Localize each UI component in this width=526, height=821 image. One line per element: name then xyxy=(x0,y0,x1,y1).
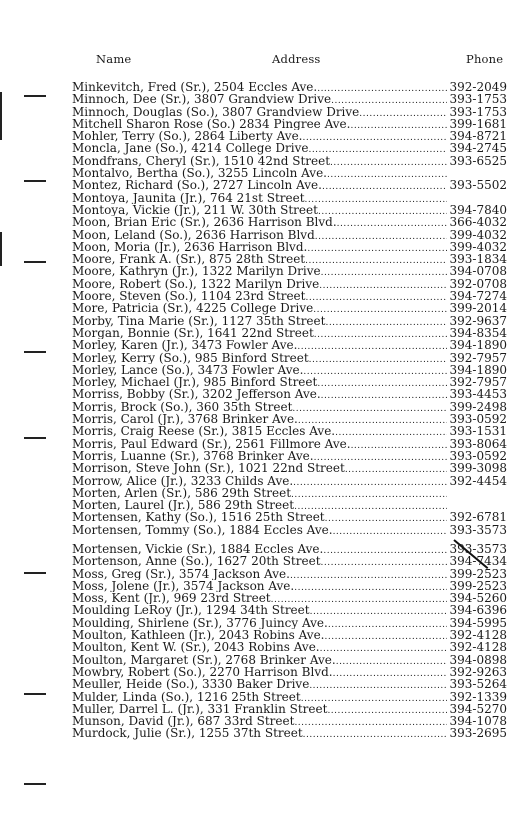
dot-leader xyxy=(303,729,447,739)
entry-phone: 392-4128 xyxy=(449,641,507,654)
entry-phone: 393-8064 xyxy=(449,437,507,450)
entry-text: Morby, Tina Marie (Sr.), 1127 35th Street xyxy=(72,314,326,327)
directory-entry xyxy=(72,715,507,727)
entry-phone: 394-8354 xyxy=(449,326,507,340)
entry-text: Morris, Luanne (Sr.), 3768 Brinker Ave. xyxy=(72,449,314,463)
margin-dash xyxy=(24,437,46,439)
directory-entry xyxy=(72,462,507,474)
directory-entry xyxy=(72,290,507,302)
entry-phone: 392-2049 xyxy=(449,81,507,94)
entry-phone: 399-3098 xyxy=(449,462,507,475)
dot-leader xyxy=(319,280,447,290)
entry-phone: 399-1681 xyxy=(449,117,507,131)
entry-phone: 393-2695 xyxy=(449,727,507,740)
directory-entry xyxy=(72,555,507,567)
margin-dash xyxy=(24,693,46,695)
dot-leader xyxy=(297,341,447,351)
margin-dash xyxy=(24,572,46,574)
entry-text: Moncla, Jane (So.), 4214 College Drive xyxy=(72,142,309,155)
entry-phone: 394-8721 xyxy=(449,130,507,143)
header-name: Name xyxy=(96,52,132,66)
directory-entry xyxy=(72,524,507,536)
directory-entry xyxy=(72,376,507,388)
dot-leader xyxy=(271,594,447,604)
entry-phone: 392-6781 xyxy=(449,511,507,524)
directory-entry xyxy=(72,302,507,314)
entry-phone: 393-1531 xyxy=(449,425,507,438)
dot-leader xyxy=(333,668,447,678)
directory-entry xyxy=(72,666,507,678)
entry-text: Mohler, Terry (So.), 2864 Liberty Ave. xyxy=(72,130,303,143)
page-edge-mark xyxy=(0,232,2,266)
entry-phone: 393-5502 xyxy=(449,179,507,192)
entry-phone: 393-3573 xyxy=(449,523,507,536)
directory-entry xyxy=(72,118,507,130)
directory-list xyxy=(72,81,507,740)
entry-phone: 394-1890 xyxy=(449,339,507,352)
directory-entry xyxy=(72,278,507,290)
entry-text: Moulding, Shirlene (Sr.), 3776 Juincy Ave. xyxy=(72,616,328,630)
directory-entry xyxy=(72,352,507,364)
dot-leader xyxy=(302,132,447,142)
entry-text: Mortensen, Tommy (So.), 1884 Eccles Ave. xyxy=(72,523,333,536)
entry-phone: 394-0708 xyxy=(449,265,507,278)
dot-leader xyxy=(324,631,447,641)
dot-leader xyxy=(337,218,447,228)
directory-entry xyxy=(72,487,507,499)
entry-phone: 394-5260 xyxy=(449,592,507,605)
dot-leader xyxy=(321,390,447,400)
margin-dash xyxy=(24,261,46,263)
dot-leader xyxy=(305,194,447,204)
dot-leader xyxy=(321,267,447,277)
directory-entry xyxy=(72,204,507,216)
entry-text: Moulton, Margaret (Sr.), 2768 Brinker Ave. xyxy=(72,653,336,666)
entry-phone: 393-3573 xyxy=(449,542,507,556)
dot-leader xyxy=(333,526,447,536)
page-edge-mark xyxy=(0,92,2,140)
entry-text: Morriss, Bobby (Sr.), 3202 Jefferson Ave. xyxy=(72,388,321,401)
dot-leader xyxy=(313,304,447,314)
directory-entry xyxy=(72,339,507,351)
dot-leader xyxy=(314,329,447,339)
dot-leader xyxy=(308,144,447,154)
dot-leader xyxy=(351,440,447,450)
entry-phone: 392-0708 xyxy=(449,277,507,291)
entry-text: Minnoch, Dee (Sr.), 3807 Grandview Drive xyxy=(72,93,332,106)
entry-phone: 394-2745 xyxy=(449,142,507,155)
dot-leader xyxy=(317,378,447,388)
header-address: Address xyxy=(272,52,321,66)
entry-phone: 394-7840 xyxy=(449,203,507,217)
entry-phone: 393-1834 xyxy=(449,253,507,266)
entry-text: Montoya, Jaunita (Jr.), 764 21st Street xyxy=(72,191,305,204)
dot-leader xyxy=(309,680,447,690)
directory-entry xyxy=(72,413,507,425)
entry-text: Morten, Laurel (Jr.), 586 29th Street xyxy=(72,499,295,512)
directory-entry xyxy=(72,229,507,241)
dot-leader xyxy=(309,354,447,364)
entry-phone: 394-5270 xyxy=(449,702,507,716)
header-phone: Phone xyxy=(466,52,504,66)
margin-dash xyxy=(24,351,46,353)
entry-text: Mitchell Sharon Rose (So.) 2834 Pingree Ave. xyxy=(72,117,351,131)
entry-text: Mowbry, Robert (So.), 2270 Harrison Blvd. xyxy=(72,665,333,679)
dot-leader xyxy=(307,243,447,253)
directory-entry xyxy=(72,167,507,179)
dot-leader xyxy=(323,545,447,555)
entry-text: Moon, Leland (So.), 2636 Harrison Blvd xyxy=(72,228,315,241)
directory-entry xyxy=(72,93,507,105)
entry-text: Morris, Brock (So.), 360 35th Street xyxy=(72,400,293,414)
margin-dash xyxy=(24,783,46,785)
directory-entry xyxy=(72,475,507,487)
directory-entry xyxy=(72,629,507,641)
entry-phone: 392-1339 xyxy=(449,690,507,703)
dot-leader xyxy=(321,557,447,567)
entry-text: Minkevitch, Fred (Sr.), 2504 Eccles Ave. xyxy=(72,81,318,94)
directory-entry xyxy=(72,425,507,437)
dot-leader xyxy=(301,693,447,703)
entry-text: Mortenson, Anne (So.), 1627 20th Street xyxy=(72,555,321,568)
dot-leader xyxy=(327,169,447,179)
dot-leader xyxy=(345,464,447,474)
dot-leader xyxy=(350,120,447,130)
directory-entry xyxy=(72,401,507,413)
directory-entry xyxy=(72,678,507,690)
entry-text: Moore, Frank A. (Sr.), 875 28th Street xyxy=(72,253,306,266)
entry-phone: 393-0592 xyxy=(449,449,507,463)
dot-leader xyxy=(331,95,447,105)
entry-text: Moulton, Kathleen (Jr.), 2043 Robins Ave. xyxy=(72,629,325,642)
directory-entry xyxy=(72,438,507,450)
directory-entry xyxy=(72,604,507,616)
entry-text: Morgan, Bonnie (Sr.), 1641 22nd Street xyxy=(72,326,314,340)
entry-text: Mortensen, Kathy (So.), 1516 25th Street xyxy=(72,511,325,524)
directory-entry xyxy=(72,265,507,277)
entry-phone: 392-4128 xyxy=(449,629,507,642)
entry-text: Moss, Jolene (Jr.), 3574 Jackson Ave. xyxy=(72,579,295,593)
dot-leader xyxy=(327,705,447,715)
dot-leader xyxy=(335,427,447,437)
directory-entry xyxy=(72,727,507,739)
entry-text: Morley, Karen (Jr.), 3473 Fowler Ave. xyxy=(72,339,298,352)
entry-text: Montez, Richard (So.), 2727 Lincoln Ave. xyxy=(72,179,322,192)
directory-entry xyxy=(72,568,507,580)
entry-phone: 393-5264 xyxy=(449,678,507,691)
entry-phone: 394-7274 xyxy=(449,290,507,303)
entry-phone: 394-1890 xyxy=(449,363,507,377)
entry-phone: 394-7434 xyxy=(449,555,507,568)
dot-leader xyxy=(320,643,447,653)
entry-phone: 393-1753 xyxy=(449,105,507,118)
entry-text: Morris, Paul Edward (Sr.), 2561 Fillmore Ave. xyxy=(72,437,351,450)
dot-leader xyxy=(310,606,447,616)
entry-phone: 399-4032 xyxy=(449,240,507,254)
entry-text: Munson, David (Jr.), 687 33rd Street xyxy=(72,715,295,728)
directory-entry xyxy=(72,155,507,167)
entry-text: Moss, Kent (Jr.), 969 23rd Street xyxy=(72,592,271,605)
entry-text: Moore, Steven (So.), 1104 23rd Street xyxy=(72,290,306,303)
dot-leader xyxy=(328,619,447,629)
entry-phone: 399-4032 xyxy=(449,228,507,241)
entry-phone: 392-4454 xyxy=(449,474,507,487)
entry-phone: 393-4453 xyxy=(449,388,507,401)
entry-text: Morley, Lance (So.), 3473 Fowler Ave. xyxy=(72,363,304,377)
entry-text: Morris, Carol (Jr.), 3768 Brinker Ave. xyxy=(72,413,298,426)
entry-phone: 399-2523 xyxy=(449,567,507,580)
entry-text: Moss, Greg (Sr.), 3574 Jackson Ave. xyxy=(72,567,290,580)
dot-leader xyxy=(325,317,447,327)
directory-entry xyxy=(72,450,507,462)
entry-phone: 394-5995 xyxy=(449,616,507,630)
directory-entry xyxy=(72,130,507,142)
dot-leader xyxy=(294,582,447,592)
entry-phone: 393-1753 xyxy=(449,93,507,106)
entry-phone: 393-6525 xyxy=(449,154,507,168)
dot-leader xyxy=(359,108,447,118)
dot-leader xyxy=(290,570,447,580)
entry-phone: 394-0898 xyxy=(449,653,507,666)
directory-entry xyxy=(72,617,507,629)
entry-text: Mulder, Linda (So.), 1216 25th Street xyxy=(72,690,301,703)
directory-entry xyxy=(72,327,507,339)
entry-text: Morrow, Alice (Jr.), 3233 Childs Ave. xyxy=(72,474,294,487)
directory-entry xyxy=(72,364,507,376)
directory-entry xyxy=(72,703,507,715)
entry-text: Moore, Robert (So.), 1322 Marilyn Drive xyxy=(72,277,320,291)
entry-text: Morris, Craig Reese (Sr.), 3815 Eccles Ave. xyxy=(72,425,336,438)
entry-phone: 399-2498 xyxy=(449,400,507,414)
entry-phone: 392-7957 xyxy=(449,376,507,389)
entry-text: Montoya, Vickie (Jr.), 211 W. 30th Street xyxy=(72,203,318,217)
directory-entry xyxy=(72,499,507,511)
dot-leader xyxy=(330,157,447,167)
dot-leader xyxy=(298,415,447,425)
dot-leader xyxy=(315,231,447,241)
entry-text: Muller, Darrel L. (Jr.), 331 Franklin Street xyxy=(72,702,328,716)
directory-entry xyxy=(72,106,507,118)
directory-entry xyxy=(72,142,507,154)
dot-leader xyxy=(305,292,447,302)
directory-entry xyxy=(72,388,507,400)
directory-entry xyxy=(72,81,507,93)
directory-entry xyxy=(72,592,507,604)
directory-entry xyxy=(72,253,507,265)
dot-leader xyxy=(317,83,447,93)
margin-dash xyxy=(24,180,46,182)
entry-phone: 392-7957 xyxy=(449,351,507,364)
dot-leader xyxy=(305,255,447,265)
entry-phone: 366-4032 xyxy=(449,216,507,229)
dot-leader xyxy=(292,403,447,413)
dot-leader xyxy=(291,489,447,499)
directory-entry xyxy=(72,580,507,592)
entry-text: Montalvo, Bertha (So.), 3255 Lincoln Ave. xyxy=(72,167,327,180)
entry-phone: 393-0592 xyxy=(449,413,507,426)
entry-text: Moore, Kathryn (Jr.), 1322 Marilyn Drive xyxy=(72,265,321,278)
entry-phone: 394-1078 xyxy=(449,715,507,728)
entry-text: Minnoch, Douglas (So.), 3807 Grandview Drive xyxy=(72,105,360,118)
directory-entry xyxy=(72,241,507,253)
directory-entry xyxy=(72,192,507,204)
directory-entry xyxy=(72,543,507,555)
dot-leader xyxy=(294,717,447,727)
entry-phone: 399-2014 xyxy=(449,302,507,315)
dot-leader xyxy=(336,656,447,666)
dot-leader xyxy=(325,513,447,523)
entry-text: Moulton, Kent W. (Sr.), 2043 Robins Ave. xyxy=(72,641,320,654)
dot-leader xyxy=(294,501,447,511)
entry-phone: 392-9263 xyxy=(449,665,507,679)
dot-leader xyxy=(322,181,447,191)
directory-entry xyxy=(72,511,507,523)
dot-leader xyxy=(314,452,447,462)
directory-entry xyxy=(72,216,507,228)
dot-leader xyxy=(318,206,447,216)
directory-entry xyxy=(72,641,507,653)
entry-text: Morley, Michael (Jr.), 985 Binford Street xyxy=(72,376,318,389)
directory-entry xyxy=(72,179,507,191)
entry-text: Mondfrans, Cheryl (Sr.), 1510 42nd Street xyxy=(72,154,331,168)
dot-leader xyxy=(293,477,447,487)
margin-dash xyxy=(24,95,46,97)
entry-text: Moulding LeRoy (Jr.), 1294 34th Street xyxy=(72,604,310,617)
directory-entry xyxy=(72,691,507,703)
column-header xyxy=(0,52,526,68)
entry-text: Meuller, Heide (So.), 3330 Baker Drive xyxy=(72,678,310,691)
entry-phone: 392-9637 xyxy=(449,314,507,327)
entry-text: Morten, Arlen (Sr.), 586 29th Street xyxy=(72,486,292,500)
entry-text: Morrison, Steve John (Sr.), 1021 22nd Street xyxy=(72,462,345,475)
directory-entry xyxy=(72,654,507,666)
entry-text: Moon, Moria (Jr.), 2636 Harrison Blvd. xyxy=(72,240,308,254)
entry-text: More, Patricia (Sr.), 4225 College Drive xyxy=(72,302,314,315)
entry-text: Mortensen, Vickie (Sr.), 1884 Eccles Ave. xyxy=(72,542,324,556)
entry-text: Morley, Kerry (So.), 985 Binford Street xyxy=(72,351,309,364)
dot-leader xyxy=(303,366,447,376)
entry-phone: 394-6396 xyxy=(449,604,507,617)
entry-text: Murdock, Julie (Sr.), 1255 37th Street xyxy=(72,727,303,740)
entry-phone: 399-2523 xyxy=(449,579,507,593)
directory-entry xyxy=(72,315,507,327)
section-gap xyxy=(72,536,507,543)
entry-text: Moon, Brian Eric (Sr.), 2636 Harrison Blvd. xyxy=(72,216,337,229)
